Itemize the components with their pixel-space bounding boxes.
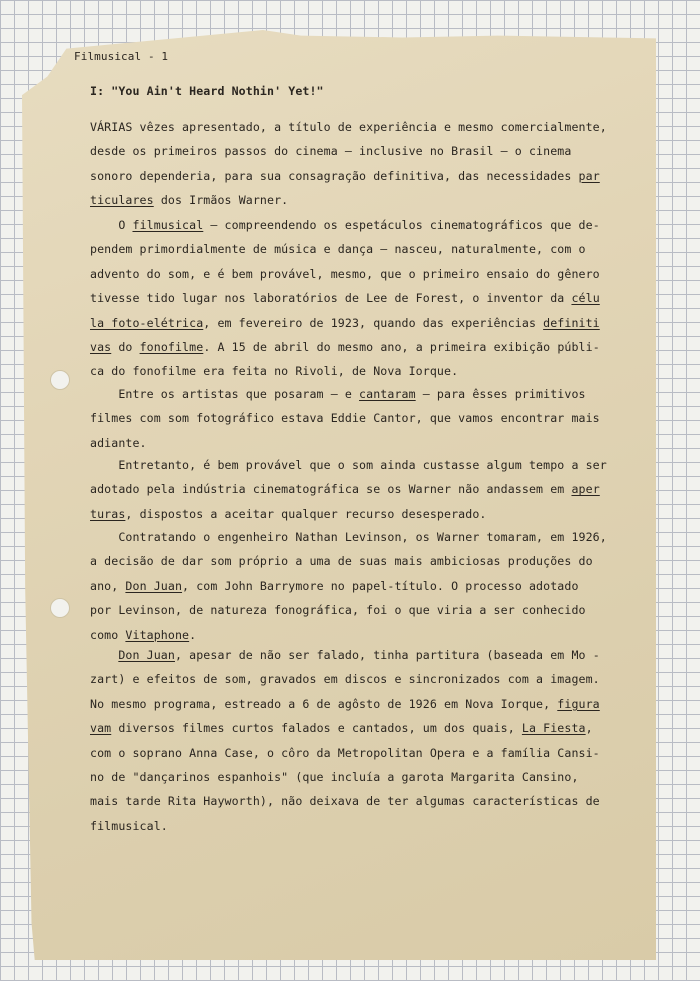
text-line	[90, 697, 600, 711]
text-run: no de "dançarinos espanhois" (que incluía a garota Margarita Cansino,	[90, 770, 579, 784]
text-line	[90, 507, 487, 521]
text-run: No mesmo programa, estreado a 6 de agôsto de 1926 em Nova Iorque,	[90, 696, 558, 711]
text-run: tivesse tido lugar nos laboratórios de Lee de Forest, o inventor da	[90, 291, 572, 306]
text-line	[90, 218, 600, 232]
text-line	[90, 603, 586, 617]
text-run: adiante.	[90, 435, 147, 450]
text-line	[90, 672, 600, 686]
text-line	[90, 648, 600, 662]
text-run: ca do fonofilme era feita no Rivoli, de Nova Iorque.	[90, 364, 459, 379]
text-run: , apesar de não ser falado, tinha partitura (baseada em Mo -	[174, 648, 600, 662]
text-run: desde os primeiros passos do cinema — inclusive no Brasil — o cinema	[90, 144, 572, 159]
text-run: a decisão de dar som próprio a uma de suas mais ambiciosas produções do	[90, 554, 593, 569]
text-run: ,	[585, 721, 593, 736]
underlined-term: vas	[90, 340, 112, 354]
underlined-term: Vitaphone	[125, 627, 190, 642]
underlined-term: figura	[557, 696, 600, 711]
page-header: Filmusical - 1	[74, 50, 169, 63]
underlined-term: cantaram	[359, 387, 416, 401]
text-run: VÁRIAS vêzes apresentado, a título de experiência e mesmo comercialmente,	[90, 120, 607, 134]
underlined-term: fonofilme	[139, 340, 204, 354]
text-run: diversos filmes curtos falados e cantados, um dos quais,	[111, 721, 522, 736]
text-run: mais tarde Rita Hayworth), não deixava de ter algumas características de	[90, 794, 600, 809]
text-run	[90, 648, 118, 662]
text-line	[90, 628, 196, 642]
text-run: — compreendendo os espetáculos cinematográficos que de-	[203, 218, 600, 232]
text-line	[90, 316, 600, 330]
underlined-term: aper	[571, 482, 600, 497]
text-line	[90, 120, 607, 134]
text-line	[90, 530, 607, 544]
underlined-term: turas	[90, 506, 126, 521]
text-line	[90, 819, 168, 833]
text-run: ano,	[90, 578, 126, 593]
text-run: filmusical.	[90, 818, 168, 833]
text-run: . A 15 de abril do mesmo ano, a primeira exibição públi-	[203, 340, 600, 354]
text-run: .	[189, 627, 197, 642]
underlined-term: ticulares	[90, 193, 154, 208]
underlined-term: Don Juan	[118, 648, 175, 662]
text-line	[90, 721, 593, 735]
punch-hole	[50, 370, 70, 390]
underlined-term: Don Juan	[125, 578, 183, 593]
underlined-term: La Fiesta	[521, 721, 586, 736]
text-run: adotado pela indústria cinematográfica se os Warner não andassem em	[90, 482, 572, 497]
underlined-term: la foto-elétrica	[90, 315, 204, 330]
text-line	[90, 364, 458, 378]
text-line	[90, 291, 600, 305]
text-run: filmes com som fotográfico estava Eddie Cantor, que vamos encontrar mais	[90, 411, 600, 426]
text-line	[90, 169, 600, 183]
text-run: Entre os artistas que posaram — e	[90, 387, 360, 401]
text-run: O	[90, 218, 133, 232]
text-line	[90, 579, 579, 593]
text-run: com o soprano Anna Case, o côro da Metropolitan Opera e a família Cansi-	[90, 745, 600, 760]
text-run: , em fevereiro de 1923, quando das experiências	[203, 315, 544, 330]
text-line	[90, 193, 288, 207]
text-run: por Levinson, de natureza fonográfica, foi o que viria a ser conhecido	[90, 603, 586, 618]
text-line	[90, 794, 600, 808]
underlined-term: célu	[571, 291, 600, 306]
text-run: , dispostos a aceitar qualquer recurso desesperado.	[125, 506, 487, 521]
text-line	[90, 746, 600, 760]
text-run: dos Irmãos Warner.	[153, 193, 289, 208]
underlined-term: par	[578, 168, 600, 183]
text-line	[90, 554, 593, 568]
text-run: como	[90, 627, 126, 642]
text-line	[90, 458, 607, 472]
underlined-term: vam	[90, 721, 112, 736]
underlined-term: definiti	[543, 315, 600, 330]
text-line	[90, 144, 571, 158]
text-run: Entretanto, é bem provável que o som ainda custasse algum tempo a ser	[90, 458, 607, 472]
text-line	[90, 411, 600, 425]
punch-hole	[50, 598, 70, 618]
text-run: do	[111, 340, 140, 354]
text-run: — para êsses primitivos	[415, 387, 586, 401]
chapter-title: I: "You Ain't Heard Nothin' Yet!"	[90, 84, 324, 98]
text-line	[90, 340, 600, 354]
text-line	[90, 267, 600, 281]
text-line	[90, 770, 579, 784]
text-run: Contratando o engenheiro Nathan Levinson, os Warner tomaram, em 1926,	[90, 530, 607, 544]
text-line	[90, 387, 586, 401]
text-run: , com John Barrymore no papel-título. O processo adotado	[182, 578, 579, 593]
underlined-term: filmusical	[132, 218, 204, 232]
text-run: zart) e efeitos de som, gravados em discos e sincronizados com a imagem.	[90, 672, 600, 687]
text-run: pendem primordialmente de música e dança — nasceu, naturalmente, com o	[90, 242, 586, 257]
text-line	[90, 482, 600, 496]
text-run: sonoro dependeria, para sua consagração definitiva, das necessidades	[90, 168, 579, 183]
text-run: advento do som, e é bem provável, mesmo, que o primeiro ensaio do gênero	[90, 266, 600, 281]
text-line	[90, 242, 586, 256]
text-line	[90, 436, 147, 450]
